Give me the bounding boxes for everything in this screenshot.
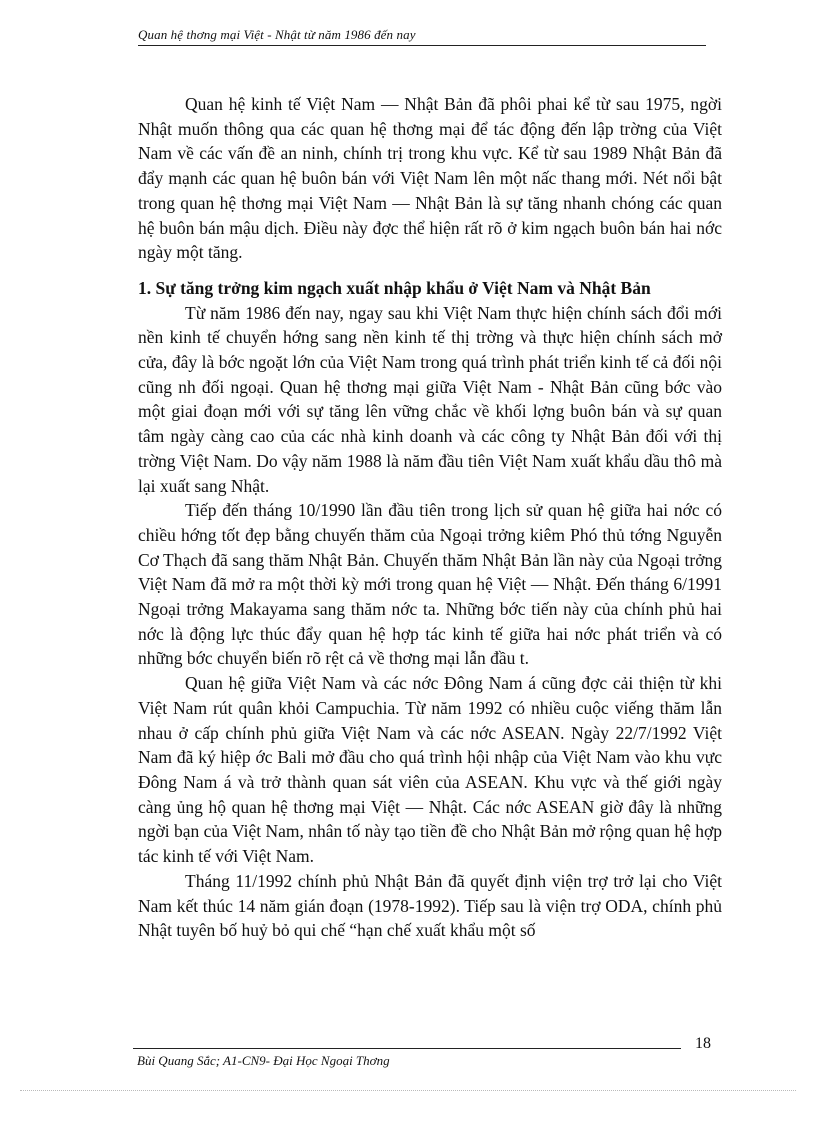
body-paragraph: Từ năm 1986 đến nay, ngay sau khi Việt Nam thực hiện chính sách đổi mới nền kinh tế chuyển hớng sang nền kinh tế thị trờng và thực hiện chính sách mở cửa, đây là bớc ngoặt lớn của Việt Nam trong quá trình phát triển kinh tế cả đối nội cũng nh đối ngoại. Quan hệ thơng mại giữa Việt Nam - Nhật Bản cũng bớc vào một giai đoạn mới với sự tăng lên vững chắc về khối lợng buôn bán và sự quan tâm ngày càng cao của các nhà kinh doanh và các công ty Nhật Bản đối với thị trờng Việt Nam. Do vậy năm 1988 là năm đầu tiên Việt Nam xuất khẩu dầu thô mà lại xuất sang Nhật. (138, 302, 722, 496)
footer-divider (133, 1048, 681, 1049)
page-footer (133, 1035, 711, 1069)
header-title: Quan hệ thơng mại Việt - Nhật từ năm 1986 đến nay (138, 27, 416, 42)
page-header (138, 27, 706, 46)
section-heading: 1. Sự tăng trởng kim ngạch xuất nhập khẩu ở Việt Nam và Nhật Bản (138, 277, 651, 298)
footer-author: Bùi Quang Sắc; A1-CN9- Đại Học Ngoại Thơng (137, 1053, 390, 1068)
intro-paragraph: Quan hệ kinh tế Việt Nam — Nhật Bản đã phôi phai kể từ sau 1975, ngời Nhật muốn thông qua các quan hệ thơng mại để tác động đến lập trờng của Việt Nam về các vấn đề an ninh, chính trị trong khu vực. Kể từ sau 1989 Nhật Bản đã đẩy mạnh các quan hệ buôn bán với Việt Nam lên một nấc thang mới. Nét nổi bật trong quan hệ thơng mại Việt Nam — Nhật Bản là sự tăng nhanh chóng các quan hệ buôn bán mậu dịch. Điều này đợc thể hiện rất rõ ở kim ngạch buôn bán hai nớc ngày một tăng. (138, 94, 722, 263)
body-paragraph: Tiếp đến tháng 10/1990 lần đầu tiên trong lịch sử quan hệ giữa hai nớc có chiều hớng tốt đẹp bằng chuyến thăm của Ngoại trởng kiêm Phó thủ tớng Nguyễn Cơ Thạch đã sang thăm Nhật Bản. Chuyến thăm Nhật Bản lần này của Ngoại trởng Việt Nam đã mở ra một thời kỳ mới trong quan hệ Việt — Nhật. Đến tháng 6/1991 Ngoại trởng Makayama sang thăm nớc ta. Những bớc tiến này của chính phủ hai nớc là động lực thúc đẩy quan hệ hợp tác kinh tế giữa hai nớc phát triển và có những bớc chuyển biến rõ rệt cả về thơng mại lẫn đầu t. (138, 500, 722, 669)
page-number: 18 (695, 1035, 711, 1052)
body-paragraph: Quan hệ giữa Việt Nam và các nớc Đông Nam á cũng đợc cải thiện từ khi Việt Nam rút quân khỏi Campuchia. Từ năm 1992 có nhiều cuộc viếng thăm lẫn nhau ở cấp chính phủ giữa Việt Nam và các nớc ASEAN. Ngày 22/7/1992 Việt Nam đã ký hiệp ớc Bali mở đầu cho quá trình hội nhập của Việt Nam vào khu vực Đông Nam á và trở thành quan sát viên của ASEAN. Khu vực và thế giới ngày càng ủng hộ quan hệ thơng mại Việt — Nhật. Các nớc ASEAN giờ đây là những ngời bạn của Việt Nam, nhân tố này tạo tiền đề cho Nhật Bản mở rộng quan hệ hợp tác kinh tế với Việt Nam. (138, 673, 722, 867)
page-edge-divider (20, 1090, 796, 1091)
document-body (138, 92, 722, 943)
body-paragraph: Tháng 11/1992 chính phủ Nhật Bản đã quyết định viện trợ trở lại cho Việt Nam kết thúc 14 năm gián đoạn (1978-1992). Tiếp sau là viện trợ ODA, chính phủ Nhật tuyên bố huỷ bỏ qui chế “hạn chế xuất khẩu một số (138, 870, 722, 941)
